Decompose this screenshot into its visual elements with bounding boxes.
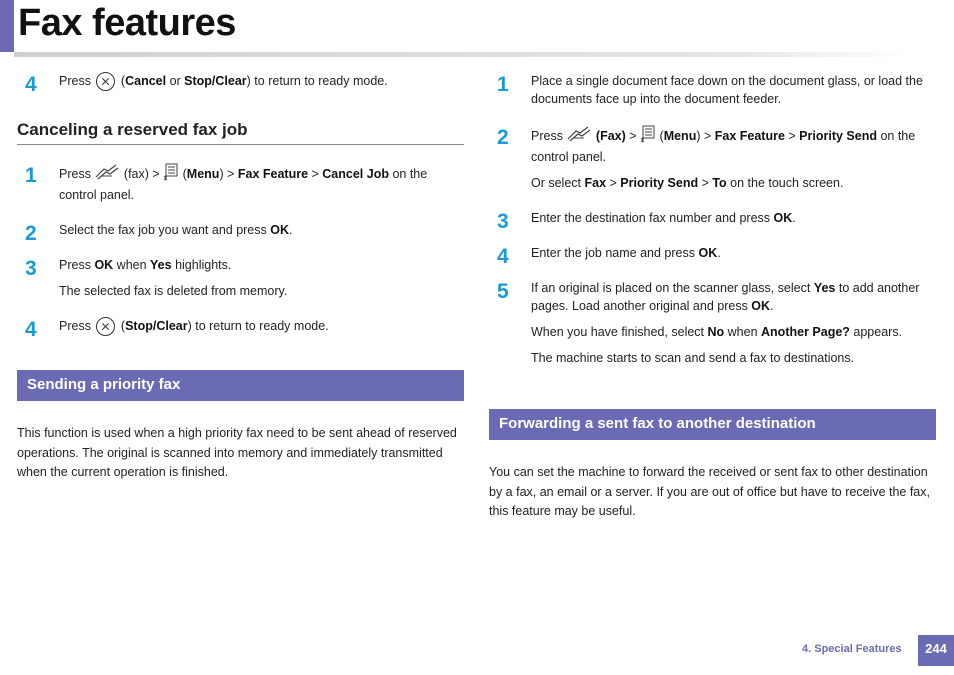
step-number: 2 [497, 126, 509, 149]
page-title: Fax features [18, 2, 236, 44]
step-subtext: The machine starts to scan and send a fax to destinations. [531, 351, 855, 365]
step-number: 4 [25, 318, 37, 342]
step-number: 3 [25, 257, 37, 281]
step-number: 2 [25, 222, 37, 246]
cancel-step-2 [17, 221, 464, 246]
step-text: If an original is placed on the scanner glass, select Yes to add another pages. Load another original and press OK. [531, 281, 920, 313]
priority-description: This function is used when a high priority fax need to be sent ahead of reserved operations. The original is scanned into memory and immediately transmitted when the current operation is finished. [17, 426, 457, 480]
step-text: Press (Cancel or Stop/Clear) to return to ready mode. [59, 72, 464, 91]
cancel-step-3 [17, 256, 464, 300]
forward-description: You can set the machine to forward the received or sent fax to other destination by a fax, an email or a server. If you are out of office but have to receive the fax, this feature may be useful. [489, 465, 930, 518]
section-heading-forward: Forwarding a sent fax to another destination [489, 409, 936, 440]
section-heading-priority: Sending a priority fax [17, 370, 464, 401]
step-text: Press OK when Yes highlights. [59, 258, 232, 273]
priority-step-1 [489, 72, 936, 108]
priority-step-3 [489, 209, 936, 233]
cancel-step-1 [17, 163, 464, 204]
step-number: 3 [497, 210, 509, 233]
priority-step-2 [489, 125, 936, 192]
step-text: Press (Stop/Clear) to return to ready mode. [59, 317, 464, 336]
step-text: Place a single document face down on the document glass, or load the documents face up into the document feeder. [531, 74, 923, 106]
page-number: 244 [918, 635, 954, 666]
step-number: 1 [25, 164, 37, 188]
priority-step-5 [489, 279, 936, 367]
step-subtext: The selected fax is deleted from memory. [59, 284, 288, 299]
step-number: 5 [497, 280, 509, 303]
title-accent-bar [0, 0, 14, 52]
step-text: Enter the job name and press OK. [531, 246, 721, 260]
step-subtext: When you have finished, select No when Another Page? appears. [531, 325, 903, 339]
footer-section-label: 4. Special Features [802, 643, 902, 655]
step-text: Enter the destination fax number and press OK. [531, 211, 796, 225]
title-divider [14, 52, 914, 57]
menu-icon [163, 163, 179, 186]
right-column [489, 72, 936, 522]
fax-icon [566, 125, 592, 148]
cancel-step-4 [17, 317, 464, 342]
step-number: 1 [497, 73, 509, 96]
stop-clear-icon [96, 72, 115, 91]
fax-icon [94, 163, 120, 186]
priority-step-4 [489, 244, 936, 268]
left-column [17, 72, 464, 483]
step-text: Press (fax) > (Menu) > Fax Feature > Cancel Job on the control panel. [59, 163, 464, 204]
step-text: Press (Fax) > (Menu) > Fax Feature > Priority Send on the control panel. [531, 125, 936, 166]
step-number: 4 [497, 245, 509, 268]
step-subtext: Or select Fax > Priority Send > To on the touch screen. [531, 176, 844, 190]
stop-clear-icon [96, 317, 115, 336]
step-return-ready [17, 72, 464, 96]
step-number: 4 [25, 73, 37, 96]
step-text: Select the fax job you want and press OK. [59, 223, 293, 238]
menu-icon [640, 125, 656, 148]
section-heading-cancel: Canceling a reserved fax job [17, 121, 464, 145]
